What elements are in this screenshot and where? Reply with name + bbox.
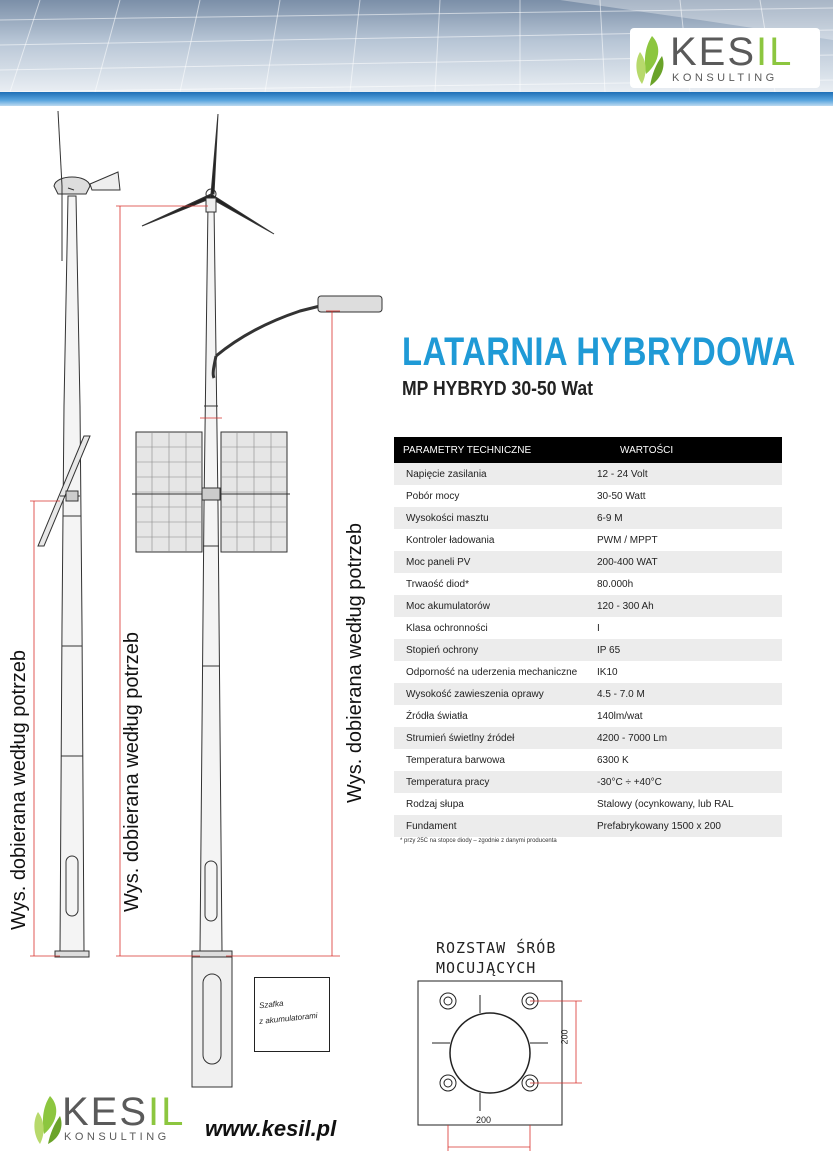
battery-cabinet-label-line2: z akumulatorami bbox=[258, 1010, 318, 1027]
table-row bbox=[394, 529, 782, 551]
table-footnote: * przy 25C na stopce diody – zgodnie z danymi producenta bbox=[400, 838, 557, 844]
table-row bbox=[394, 551, 782, 573]
header-blue-stripe bbox=[0, 92, 833, 106]
value-cell: 6-9 M bbox=[597, 512, 623, 524]
table-row bbox=[394, 507, 782, 529]
value-cell: 4200 - 7000 Lm bbox=[597, 732, 668, 744]
param-cell: Źródła światła bbox=[406, 710, 468, 722]
logo-wordmark: KESIL bbox=[670, 30, 794, 74]
bolt-layout-title bbox=[436, 938, 556, 978]
table-row bbox=[394, 815, 782, 837]
param-cell: Rodzaj słupa bbox=[406, 798, 464, 810]
value-cell: Stalowy (ocynkowany, lub RAL bbox=[597, 798, 734, 810]
param-cell: Odporność na uderzenia mechaniczne bbox=[406, 666, 578, 678]
table-row bbox=[394, 705, 782, 727]
param-cell: Klasa ochronności bbox=[406, 622, 488, 634]
height-label-middle: Wys. dobierana według potrzeb bbox=[121, 632, 143, 912]
kesil-logo-bottom bbox=[32, 1090, 202, 1150]
battery-cabinet-label-line1: Szafka bbox=[258, 998, 284, 1011]
param-cell: Wysokość zawieszenia oprawy bbox=[406, 688, 544, 700]
value-cell: 120 - 300 Ah bbox=[597, 600, 654, 612]
bolt-layout-title-line2: MOCUJĄCYCH bbox=[436, 959, 537, 977]
bolt-dimension-vertical: 200 bbox=[559, 1029, 570, 1045]
value-cell: 140lm/wat bbox=[597, 710, 643, 722]
value-cell: -30°C ÷ +40°C bbox=[597, 776, 662, 788]
param-cell: Temperatura barwowa bbox=[406, 754, 505, 766]
param-cell: Wysokości masztu bbox=[406, 512, 489, 524]
website-link[interactable]: www.kesil.pl bbox=[205, 1116, 337, 1141]
table-row bbox=[394, 793, 782, 815]
param-cell: Kontroler ładowania bbox=[406, 534, 495, 546]
kesil-logo-top bbox=[630, 28, 820, 88]
value-cell: 80.000h bbox=[597, 578, 634, 590]
param-cell: Napięcie zasilania bbox=[406, 468, 487, 480]
header-value: WARTOŚCI bbox=[620, 444, 674, 456]
param-cell: Strumień świetlny źródeł bbox=[406, 732, 515, 744]
param-cell: Temperatura pracy bbox=[406, 776, 490, 788]
table-row bbox=[394, 727, 782, 749]
table-row bbox=[394, 617, 782, 639]
table-row bbox=[394, 771, 782, 793]
value-cell: 30-50 Watt bbox=[597, 490, 646, 502]
table-header bbox=[394, 437, 782, 463]
param-cell: Moc akumulatorów bbox=[406, 600, 490, 612]
param-cell: Trwaość diod* bbox=[406, 578, 469, 590]
bolt-layout-diagram bbox=[412, 975, 592, 1165]
value-cell: Prefabrykowany 1500 x 200 bbox=[597, 820, 721, 832]
hybrid-lamp-technical-drawing bbox=[0, 106, 400, 1096]
height-label-right: Wys. dobierana według potrzeb bbox=[344, 523, 366, 803]
value-cell: IK10 bbox=[597, 666, 618, 678]
param-cell: Moc paneli PV bbox=[406, 556, 471, 568]
table-row bbox=[394, 595, 782, 617]
table-row bbox=[394, 573, 782, 595]
value-cell: PWM / MPPT bbox=[597, 534, 658, 546]
height-label-left: Wys. dobierana według potrzeb bbox=[8, 650, 30, 930]
leaf-logo-icon bbox=[632, 32, 672, 88]
table-row bbox=[394, 661, 782, 683]
value-cell: 4.5 - 7.0 M bbox=[597, 688, 645, 700]
param-cell: Pobór mocy bbox=[406, 490, 460, 502]
param-cell: Fundament bbox=[406, 820, 457, 832]
product-subtitle: MP HYBRYD 30-50 Wat bbox=[402, 378, 594, 400]
header-param: PARAMETRY TECHNICZNE bbox=[403, 444, 532, 456]
product-title: LATARNIA HYBRYDOWA bbox=[402, 330, 796, 374]
wind-turbine-pole-left bbox=[38, 111, 120, 957]
table-row bbox=[394, 463, 782, 485]
value-cell: IP 65 bbox=[597, 644, 621, 656]
logo-tagline: KONSULTING bbox=[672, 72, 778, 84]
battery-cabinet-box bbox=[254, 977, 330, 1052]
table-row bbox=[394, 485, 782, 507]
value-cell: 200-400 WAT bbox=[597, 556, 658, 568]
technical-parameters-table bbox=[394, 437, 782, 837]
table-row bbox=[394, 683, 782, 705]
value-cell: 6300 K bbox=[597, 754, 629, 766]
leaf-logo-icon bbox=[32, 1094, 66, 1146]
logo-wordmark: KESIL bbox=[62, 1090, 186, 1134]
value-cell: I bbox=[597, 622, 600, 634]
param-cell: Stopień ochrony bbox=[406, 644, 479, 656]
logo-tagline: KONSULTING bbox=[64, 1131, 170, 1143]
table-row bbox=[394, 749, 782, 771]
bolt-dimension-horizontal: 200 bbox=[476, 1115, 492, 1125]
table-row bbox=[394, 639, 782, 661]
bolt-layout-title-line1: ROZSTAW ŚRÓB bbox=[436, 939, 557, 957]
value-cell: 12 - 24 Volt bbox=[597, 468, 648, 480]
